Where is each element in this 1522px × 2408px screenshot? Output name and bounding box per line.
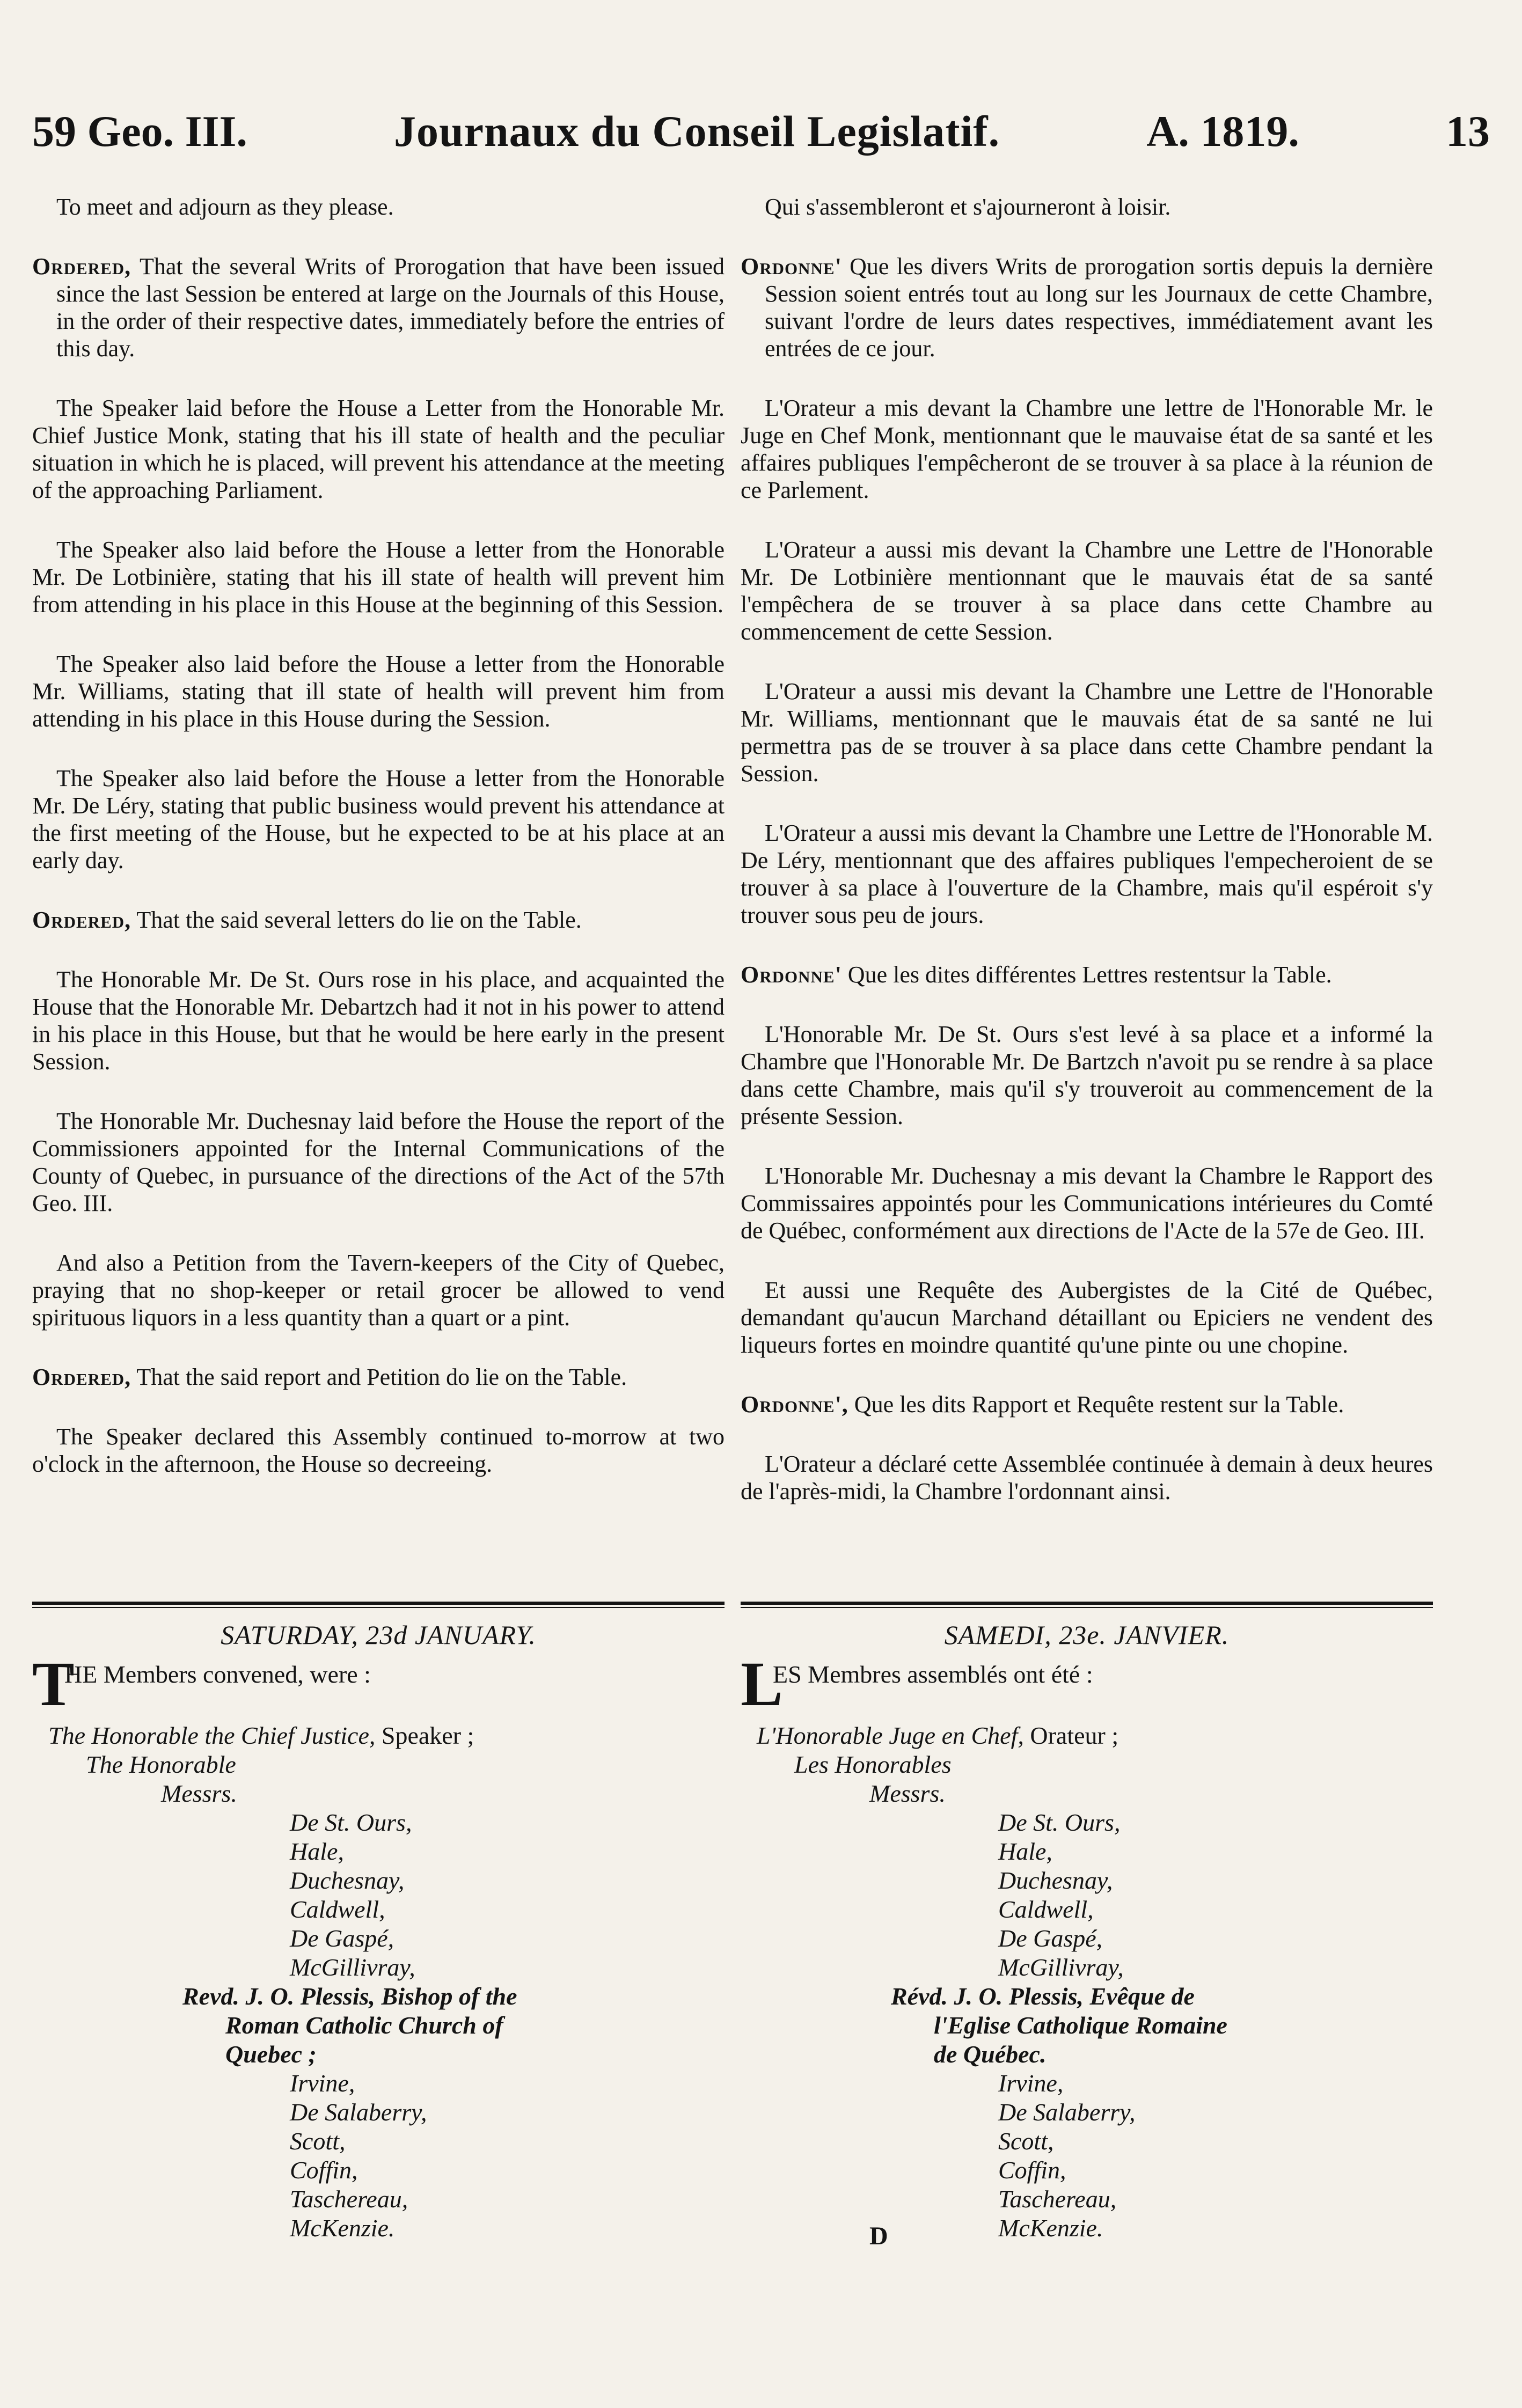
section-rule-left	[32, 1602, 725, 1608]
journal-title: Journaux du Conseil Legislatif.	[394, 107, 1000, 156]
paragraph-text: Qui s'assembleront et s'ajourneront à loisir.	[765, 194, 1171, 220]
member-name: De St. Ours,	[290, 1809, 412, 1836]
paragraph	[32, 1249, 725, 1331]
member-name: Irvine,	[998, 2069, 1064, 2097]
section-rule-right	[741, 1602, 1433, 1608]
paragraph	[741, 1021, 1433, 1130]
ordered-lead: Ordonne'	[741, 253, 842, 280]
paragraph	[32, 1423, 725, 1478]
paragraph	[32, 966, 725, 1075]
speaker-title: The Honorable the Chief Justice,	[48, 1722, 376, 1749]
paragraph-text: L'Orateur a mis devant la Chambre une lettre de l'Honorable Mr. le Juge en Chef Monk, mentionnant que le mauvaise état de sa santé et les affaires publiques l'empêcheront de se trouver à sa place à la réunion de ce Parlement.	[741, 395, 1433, 503]
paragraph-text: The Honorable Mr. De St. Ours rose in his place, and acquainted the House that the Honorable Mr. Debartzch had it not in his power to attend in his place in this House, but that he would be here early in the present Session.	[32, 966, 725, 1075]
paragraph-text: That the several Writs of Prorogation that have been issued since the last Session be entered at large on the Journals of this House, in the order of their respective dates, immediately before the entries of this day.	[56, 253, 725, 362]
member-name: De Gaspé,	[998, 1925, 1103, 1952]
ordered-lead: Ordered,	[32, 907, 131, 933]
members-intro	[32, 1649, 725, 1719]
ordered-lead: Ordonne'	[741, 961, 842, 988]
paragraph-text: The Speaker also laid before the House a letter from the Honorable Mr. De Lotbinière, stating that his ill state of health will prevent him from attending in his place in this House at the beginning of this Session.	[32, 537, 725, 618]
member-name: McGillivray,	[998, 1954, 1124, 1981]
french-sitting	[741, 1620, 1433, 2243]
member-name: Coffin,	[998, 2156, 1066, 2184]
paragraph-text: The Honorable Mr. Duchesnay laid before the House the report of the Commissioners appointed for the Internal Communications of the County of Quebec, in pursuance of the directions of the Act of the 57th Geo. III.	[32, 1108, 725, 1216]
paragraph	[32, 394, 725, 504]
paragraph-text: L'Honorable Mr. De St. Ours s'est levé à sa place et a informé la Chambre que l'Honorable Mr. De Bartzch n'avoit pu se rendre à sa place dans cette Chambre, mais qu'il s'y trouveroit au commencement de la présente Session.	[741, 1021, 1433, 1129]
paragraph	[741, 819, 1433, 929]
speaker-line	[757, 1721, 1433, 1750]
intro-text: ES Membres assemblés ont été :	[773, 1661, 1093, 1688]
member-name: Quebec ;	[225, 2040, 317, 2068]
paragraph	[741, 961, 1433, 988]
member-names-a	[32, 1808, 725, 1982]
sitting-date: SATURDAY, 23d JANUARY.	[221, 1620, 536, 1650]
paragraph-text: L'Orateur a aussi mis devant la Chambre une Lettre de l'Honorable Mr. Williams, mentionnant que le mauvais état de sa santé ne lui permettra pas de se trouver à sa place dans cette Chambre pendant la Session.	[741, 678, 1433, 787]
paragraph-text: The Speaker declared this Assembly continued to-morrow at two o'clock in the afternoon, the House so decreeing.	[32, 1423, 725, 1477]
paragraph	[741, 536, 1433, 645]
paragraph-text: L'Orateur a aussi mis devant la Chambre une Lettre de l'Honorable M. De Léry, mentionnant que des affaires publiques l'empecheroient de se trouver à sa place à l'ouverture de la Chambre, mais qu'il espéroit s'y trouver sous peu de jours.	[741, 820, 1433, 928]
member-name: Duchesnay,	[998, 1867, 1113, 1894]
paragraph-text: L'Orateur a déclaré cette Assemblée continuée à demain à deux heures de l'après-midi, la Chambre l'ordonnant ainsi.	[741, 1451, 1433, 1504]
paragraph-text: To meet and adjourn as they please.	[56, 194, 394, 220]
paragraph-text: The Speaker also laid before the House a letter from the Honorable Mr. De Léry, stating that public business would prevent his attendance at the first meeting of the House, but he expected to be at his place at an early day.	[32, 765, 725, 873]
messrs-line	[161, 1779, 725, 1808]
member-name: l'Eglise Catholique Romaine	[934, 2011, 1227, 2039]
paragraph	[32, 536, 725, 618]
member-name: De St. Ours,	[998, 1809, 1121, 1836]
honorable-line: The Honorable	[86, 1751, 236, 1778]
page-number: 13	[1446, 107, 1490, 156]
paragraph-text: Que les dites différentes Lettres restentsur la Table.	[847, 961, 1332, 988]
member-name: Taschereau,	[998, 2185, 1117, 2213]
intro-text: HE Members convened, were :	[64, 1661, 371, 1688]
drop-cap: L	[741, 1649, 783, 1719]
running-head	[32, 91, 1490, 172]
paragraph	[741, 193, 1433, 221]
sitting-date: SAMEDI, 23e. JANVIER.	[944, 1620, 1230, 1650]
members-intro	[741, 1649, 1433, 1719]
paragraph-text: Que les dits Rapport et Requête restent sur la Table.	[854, 1391, 1344, 1418]
english-column	[32, 193, 725, 1510]
paragraph-text: That the said report and Petition do lie on the Table.	[136, 1364, 627, 1390]
paragraph	[741, 1276, 1433, 1359]
member-name: Taschereau,	[290, 2185, 408, 2213]
paragraph	[32, 1107, 725, 1217]
paragraph	[741, 394, 1433, 504]
paragraph-text: Et aussi une Requête des Aubergistes de la Cité de Québec, demandant qu'aucun Marchand détaillant ou Epiciers ne vendent des liqueurs fortes en moindre quantité qu'une pinte ou une chopine.	[741, 1277, 1433, 1358]
members-list	[32, 1721, 725, 2243]
honorable-line: Les Honorables	[794, 1751, 952, 1778]
member-name: Hale,	[998, 1838, 1052, 1865]
member-name: Caldwell,	[290, 1896, 385, 1923]
member-name: De Salaberry,	[290, 2098, 427, 2126]
paragraph	[32, 193, 725, 221]
member-name: de Québec.	[934, 2040, 1047, 2068]
paragraph	[741, 253, 1433, 362]
english-sitting	[32, 1620, 725, 2243]
member-name: McKenzie.	[290, 2214, 395, 2242]
member-name: Caldwell,	[998, 1896, 1094, 1923]
paragraph-text: The Speaker laid before the House a Letter from the Honorable Mr. Chief Justice Monk, stating that his ill state of health and the peculiar situation in which he is placed, will prevent his attendance at the meeting of the approaching Parliament.	[32, 395, 725, 503]
paragraph-text: That the said several letters do lie on the Table.	[136, 907, 582, 933]
paragraph-text: L'Orateur a aussi mis devant la Chambre une Lettre de l'Honorable Mr. De Lotbinière mentionnant que le mauvais état de sa santé l'empêchera de se trouver à sa place dans cette Chambre au commencement de cette Session.	[741, 537, 1433, 645]
drop-cap: T	[32, 1649, 75, 1719]
member-name: McGillivray,	[290, 1954, 415, 1981]
paragraph-text: The Speaker also laid before the House a letter from the Honorable Mr. Williams, stating that ill state of health will prevent him from attending in his place in this House during the Session.	[32, 651, 725, 732]
member-name: Roman Catholic Church of	[225, 2011, 503, 2039]
member-name: Duchesnay,	[290, 1867, 405, 1894]
paragraph	[741, 1450, 1433, 1505]
paragraph	[32, 1363, 725, 1391]
member-name: Coffin,	[290, 2156, 358, 2184]
messrs-line	[869, 1779, 1433, 1808]
speaker-line	[48, 1721, 725, 1750]
calendar-year: A. 1819.	[1146, 107, 1299, 156]
paragraph	[741, 1162, 1433, 1244]
member-name: Scott,	[290, 2127, 346, 2155]
ordered-lead: Ordered,	[32, 1364, 131, 1390]
member-names-b	[741, 2069, 1433, 2243]
member-names-b	[32, 2069, 725, 2243]
revd-line: Revd. J. O. Plessis, Bishop of the	[182, 1983, 517, 2010]
paragraph	[741, 1391, 1433, 1418]
paragraph-text: Que les divers Writs de prorogation sortis depuis la dernière Session soient entrés tout au long sur les Journaux de cette Chambre, suivant l'ordre de leurs dates respectives, immédiatement avant les entrées de ce jour.	[765, 253, 1433, 362]
signature-mark: D	[869, 2222, 888, 2250]
revd-continuation	[741, 2011, 1433, 2069]
paragraph-text: And also a Petition from the Tavern-keepers of the City of Quebec, praying that no shop-keeper or retail grocer be allowed to vend spirituous liquors in a less quantity than a quart or a pint.	[32, 1250, 725, 1331]
member-name: De Gaspé,	[290, 1925, 394, 1952]
revd-line: Révd. J. O. Plessis, Evêque de	[891, 1983, 1195, 2010]
ordered-lead: Ordered,	[32, 253, 131, 280]
member-names-a	[741, 1808, 1433, 1982]
member-name: Hale,	[290, 1838, 344, 1865]
paragraph-text: L'Honorable Mr. Duchesnay a mis devant la Chambre le Rapport des Commissaires appointés pour les Communications intérieures du Comté de Québec, conformément aux directions de l'Acte de la 57e de Geo. III.	[741, 1163, 1433, 1244]
member-name: De Salaberry,	[998, 2098, 1136, 2126]
speaker-role: Orateur ;	[1030, 1722, 1119, 1749]
ordered-lead: Ordonne',	[741, 1391, 848, 1418]
messrs-label: Messrs.	[161, 1780, 237, 1807]
revd-continuation	[32, 2011, 725, 2069]
speaker-title: L'Honorable Juge en Chef,	[757, 1722, 1024, 1749]
member-name: Irvine,	[290, 2069, 355, 2097]
member-name: McKenzie.	[998, 2214, 1103, 2242]
member-name: Scott,	[998, 2127, 1054, 2155]
members-list	[741, 1721, 1433, 2243]
paragraph	[741, 678, 1433, 787]
french-column	[741, 193, 1433, 1537]
paragraph	[32, 253, 725, 362]
speaker-role: Speaker ;	[381, 1722, 474, 1749]
paragraph	[32, 906, 725, 934]
paragraph	[32, 765, 725, 874]
regnal-year: 59 Geo. III.	[32, 107, 247, 156]
paragraph	[32, 650, 725, 732]
messrs-label: Messrs.	[869, 1780, 946, 1807]
